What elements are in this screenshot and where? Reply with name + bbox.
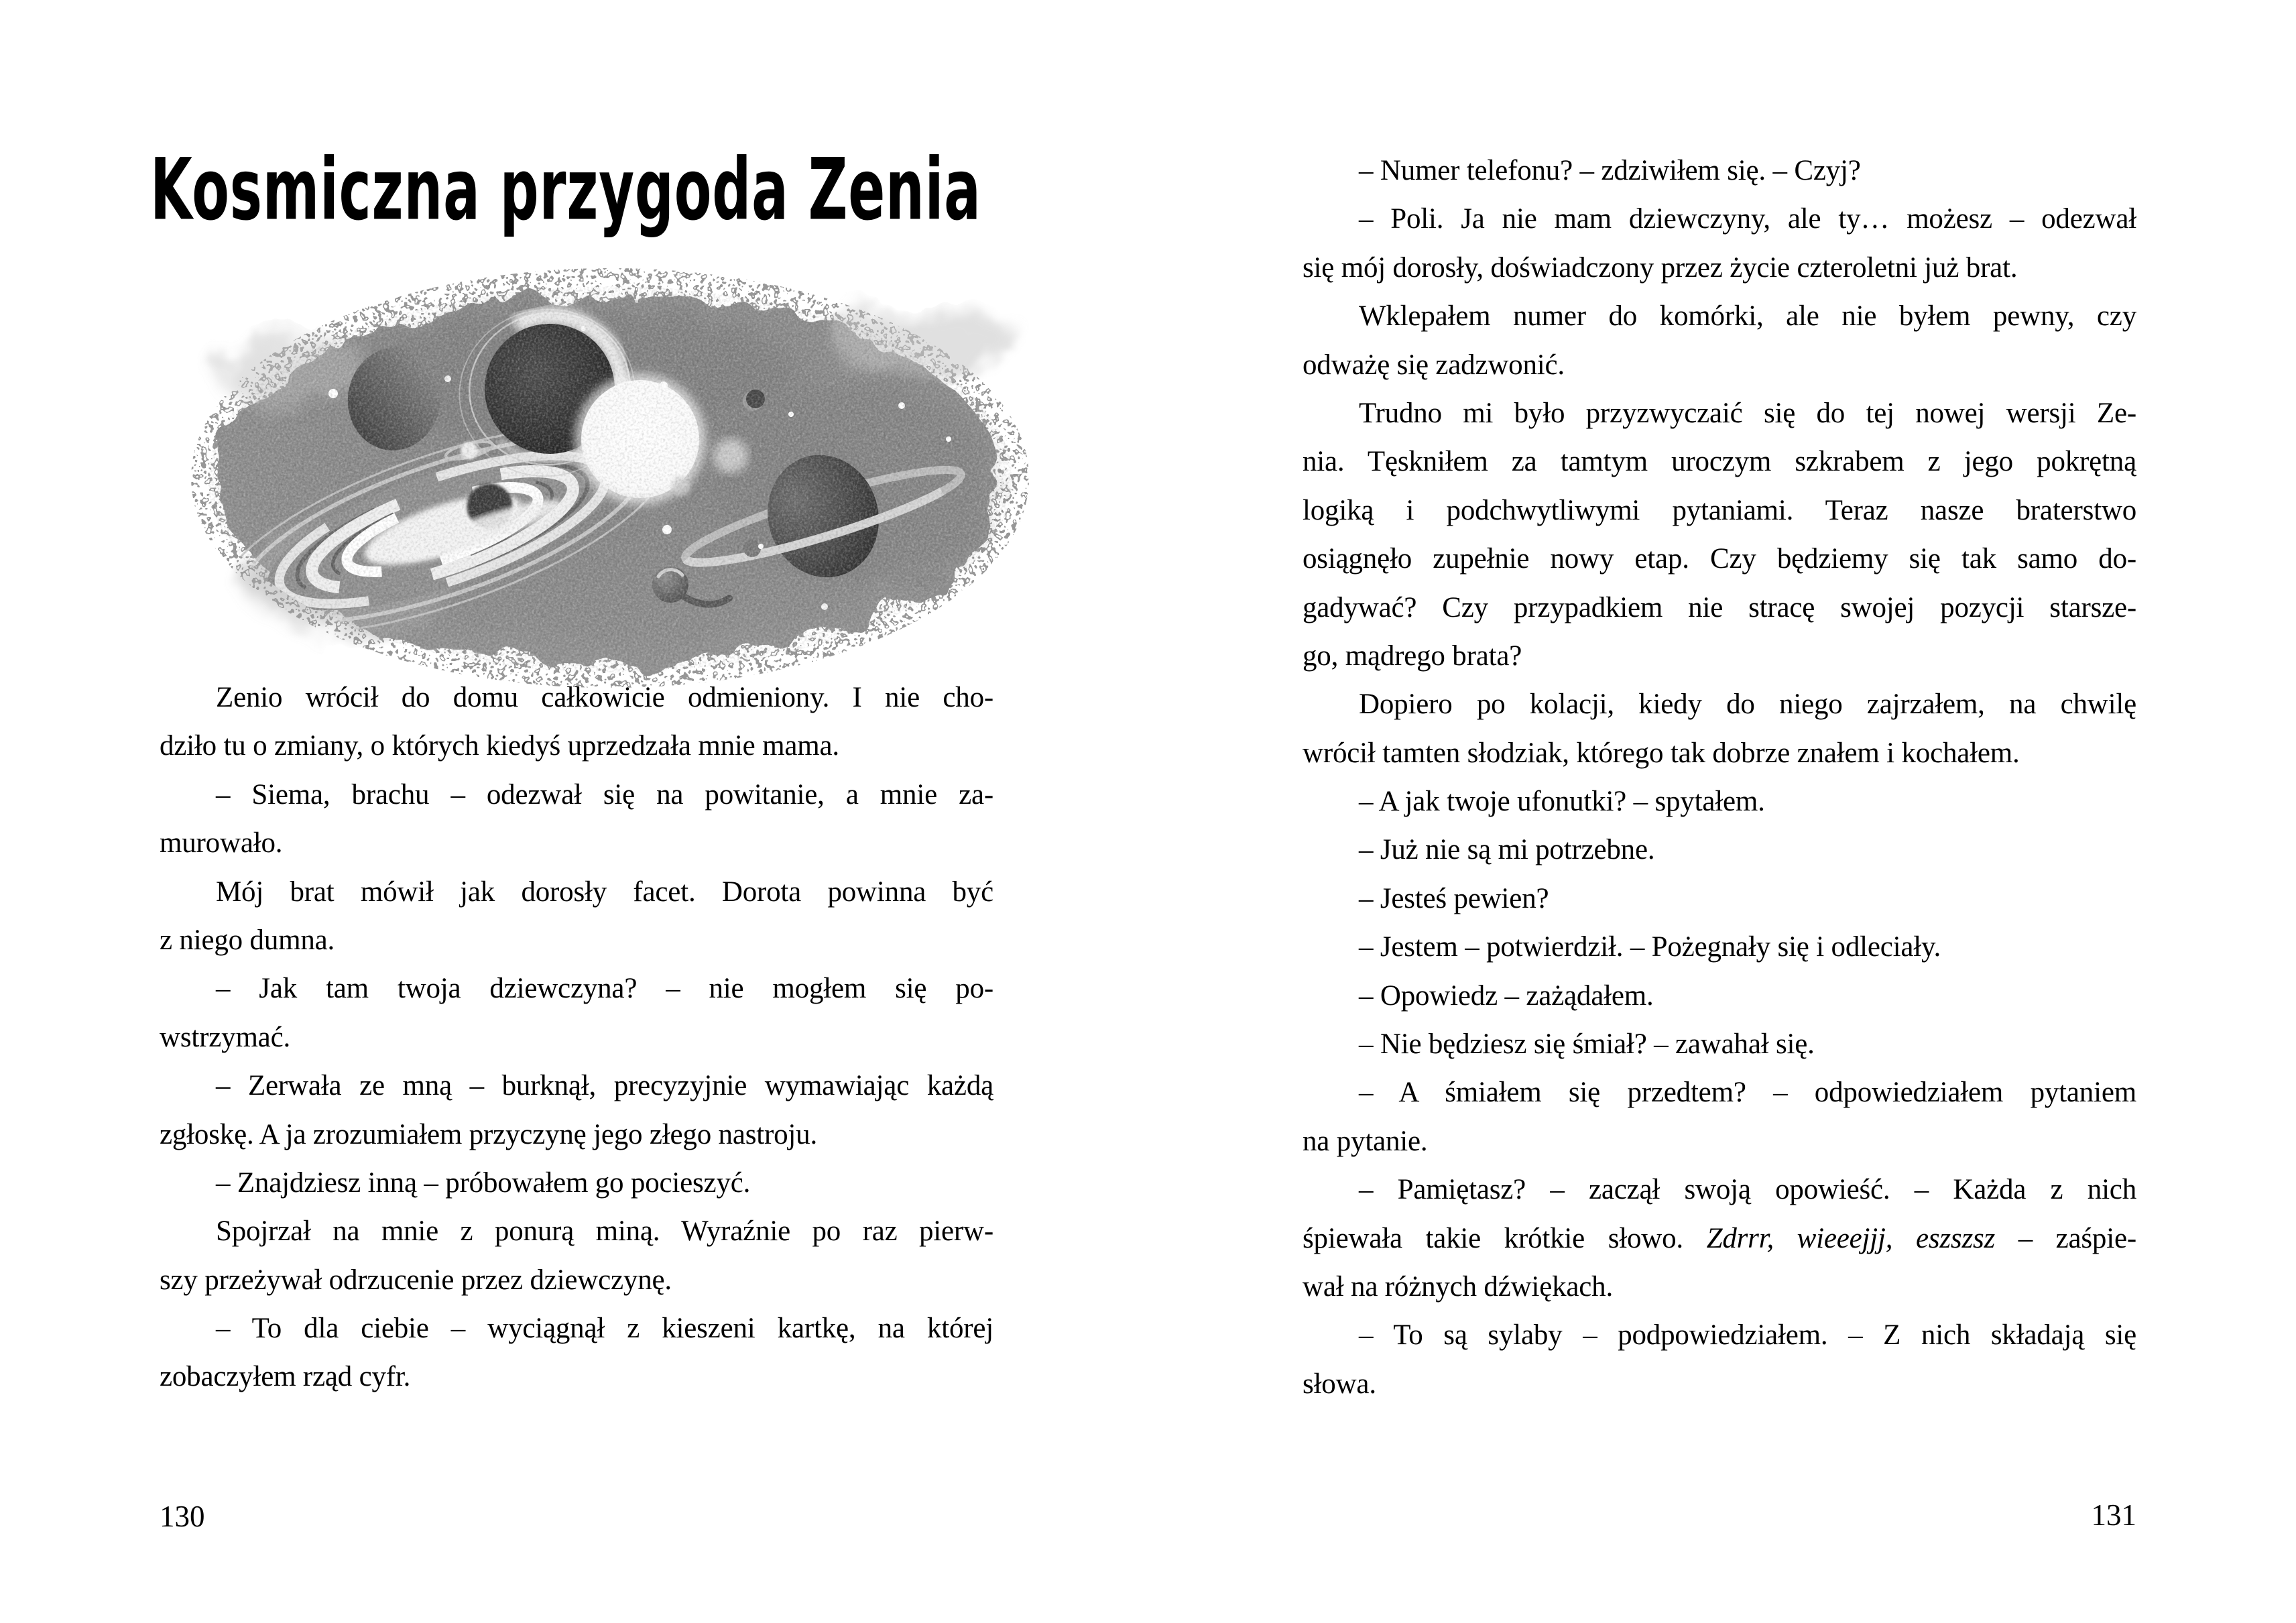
text-line: – To dla ciebie – wyciągnął z kieszeni kartkę, na której [216, 1313, 993, 1345]
text-line: murowało. [160, 827, 283, 859]
left-page-number: 130 [160, 1500, 205, 1533]
text-line: logiką i podchwytliwymi pytaniami. Teraz nasze braterstwo [1303, 494, 2136, 526]
text-line: – Jestem – potwierdził. – Pożegnały się i odleciały. [1359, 931, 1941, 963]
text-line: wał na różnych dźwiękach. [1303, 1270, 1614, 1303]
text-line: Spojrzał na mnie z ponurą miną. Wyraźnie po raz pierw- [216, 1215, 993, 1248]
text-line: – A jak twoje ufonutki? – spytałem. [1359, 786, 1765, 818]
galaxy-with-planets-illustration [201, 285, 1026, 680]
text-line: – Pamiętasz? – zaczął swoją opowieść. – Każda z nich [1359, 1174, 2136, 1206]
chapter-title: Kosmiczna przygoda Zenia [150, 139, 981, 239]
text-line: go, mądrego brata? [1303, 640, 1522, 672]
text-line: gadywać? Czy przypadkiem nie stracę swojej pozycji starsze- [1303, 591, 2136, 623]
text-line: – Znajdziesz inną – próbowałem go pocieszyć. [216, 1166, 751, 1199]
text-line: dziło tu o zmiany, o których kiedyś uprzedzała mnie mama. [160, 730, 839, 762]
text-line: – To są sylaby – podpowiedziałem. – Z nich składają się [1359, 1319, 2136, 1351]
left-page-text [160, 674, 993, 1402]
text-line: wstrzymać. [160, 1021, 291, 1053]
text-line: z niego dumna. [160, 924, 335, 956]
text-line: Zenio wrócił do domu całkowicie odmieniony. I nie cho- [216, 682, 993, 713]
text-line: Mój brat mówił jak dorosły facet. Dorota powinna być [216, 876, 993, 908]
text-line: – Już nie są mi potrzebne. [1359, 834, 1655, 866]
text-line: na pytanie. [1303, 1125, 1428, 1157]
text-line: słowa. [1303, 1368, 1376, 1400]
text-line: Wklepałem numer do komórki, ale nie byłem pewny, czy [1359, 300, 2136, 333]
text-line: zobaczyłem rząd cyfr. [160, 1361, 411, 1393]
text-line: – Jesteś pewien? [1359, 882, 1549, 914]
text-line: odważę się zadzwonić. [1303, 349, 1565, 381]
text-segment: – zaśpie- [1995, 1222, 2136, 1254]
text-line: osiągnęło zupełnie nowy etap. Czy będziemy się tak samo do- [1303, 543, 2136, 575]
text-line: się mój dorosły, doświadczony przez życie czteroletni już brat. [1303, 251, 2018, 284]
text-line: – Zerwała ze mną – burknął, precyzyjnie wymawiając każdą [216, 1070, 993, 1102]
italic-text-segment: Zdrrr, wieeejjj, eszszsz [1706, 1222, 1996, 1254]
text-line: zgłoskę. A ja zrozumiałem przyczynę jego złego nastroju. [160, 1118, 818, 1150]
text-line: Trudno mi było przyzwyczaić się do tej nowej wersji Ze- [1359, 397, 2136, 429]
text-line [1303, 1215, 2136, 1263]
text-line: Dopiero po kolacji, kiedy do niego zajrzałem, na chwilę [1359, 688, 2136, 721]
text-line: – Jak tam twoja dziewczyna? – nie mogłem się po- [216, 973, 993, 1005]
text-line: wrócił tamten słodziak, którego tak dobrze znałem i kochałem. [1303, 737, 2020, 769]
text-line: szy przeżywał odrzucenie przez dziewczynę. [160, 1264, 672, 1296]
text-line: – Siema, brachu – odezwał się na powitanie, a mnie za- [216, 778, 993, 810]
text-line: – Poli. Ja nie mam dziewczyny, ale ty… możesz – odezwał [1359, 203, 2136, 235]
text-line: – Nie będziesz się śmiał? – zawahał się. [1359, 1028, 1815, 1061]
text-line: – Opowiedz – zażądałem. [1359, 979, 1654, 1012]
text-line: – Numer telefonu? – zdziwiłem się. – Czyj? [1359, 155, 1861, 186]
right-page-text [1303, 147, 2136, 1408]
text-line: – A śmiałem się przedtem? – odpowiedziałem pytaniem [1359, 1077, 2136, 1109]
text-line: nia. Tęskniłem za tamtym uroczym szkrabem z jego pokrętną [1303, 446, 2136, 478]
text-segment: śpiewała takie krótkie słowo. [1303, 1222, 1707, 1254]
right-page-number: 131 [2091, 1498, 2136, 1532]
